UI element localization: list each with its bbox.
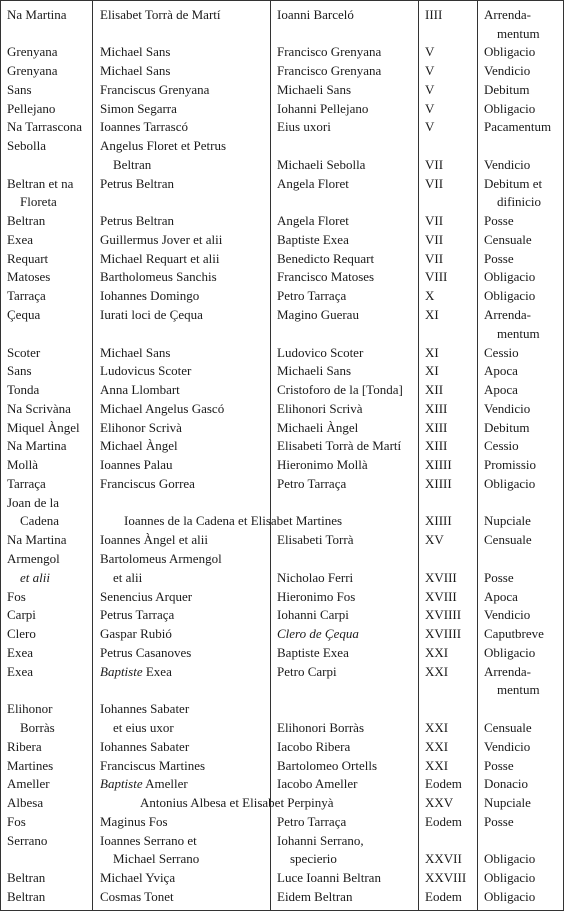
family-name-cell: Matoses <box>7 269 51 284</box>
recipient-cell: Iacobo Ribera <box>277 739 351 754</box>
folio-cell: XVIII <box>425 570 457 585</box>
act-type-cell: Vendicio <box>484 739 531 754</box>
folio-cell: XIII <box>425 438 448 453</box>
folio-cell: X <box>425 288 435 303</box>
column-rule <box>477 0 478 911</box>
recipient-cell: Hieronimo Mollà <box>277 457 368 472</box>
grantor-cell: Anna Llombart <box>100 382 180 397</box>
folio-cell: XIIII <box>425 457 452 472</box>
grantor-cell: Elisabet Torrà de Martí <box>100 7 221 22</box>
grantor-cell: Petrus Beltran <box>100 176 175 191</box>
grantor-cell: Angelus Floret et Petrus <box>100 138 227 153</box>
recipient-cell: Magino Guerau <box>277 307 359 322</box>
act-type-cell: Obligacio <box>484 288 536 303</box>
folio-cell: XXVII <box>425 851 462 866</box>
folio-cell: XXI <box>425 758 449 773</box>
act-type-cell: Posse <box>484 570 514 585</box>
recipient-cell: Baptiste Exea <box>277 645 349 660</box>
grantor-cell: Ioannes Serrano et <box>100 833 197 848</box>
family-name-cell: Fos <box>7 589 26 604</box>
grantor-cell: Michael Àngel <box>100 438 178 453</box>
act-type-cell: Debitum et <box>484 176 543 191</box>
recipient-cell: Eidem Beltran <box>277 889 353 904</box>
folio-cell: XI <box>425 345 439 360</box>
grantor-cell: Franciscus Gorrea <box>100 476 195 491</box>
act-type-cell: Posse <box>484 814 514 829</box>
folio-cell: VII <box>425 251 444 266</box>
act-type-cell: Debitum <box>484 82 530 97</box>
grantor-italic-part: Baptiste <box>100 664 143 679</box>
act-type-cell: Promissio <box>484 457 537 472</box>
act-type-cell: difinicio <box>497 194 542 209</box>
act-type-cell: Apoca <box>484 382 518 397</box>
folio-cell: V <box>425 82 435 97</box>
family-name-cell: Na Martina <box>7 7 67 22</box>
recipient-cell: Angela Floret <box>277 176 349 191</box>
act-type-cell: Cessio <box>484 438 519 453</box>
grantor-cell: Ioannes Tarrascó <box>100 119 189 134</box>
family-name-cell: Beltran <box>7 870 46 885</box>
grantor-cell <box>100 663 172 680</box>
folio-cell: V <box>425 119 435 134</box>
family-name-cell: Sans <box>7 363 32 378</box>
recipient-cell: Michaeli Sebolla <box>277 157 366 172</box>
recipient-cell: Petro Tarraça <box>277 288 347 303</box>
folio-cell: XI <box>425 363 439 378</box>
family-name-cell: Exea <box>7 664 33 679</box>
grantor-rest-part: Exea <box>142 664 172 679</box>
grantor-cell <box>100 775 188 792</box>
recipient-cell: Hieronimo Fos <box>277 589 356 604</box>
family-name-cell: Martines <box>7 758 54 773</box>
act-type-cell: Apoca <box>484 363 518 378</box>
recipient-cell: Bartolomeo Ortells <box>277 758 378 773</box>
act-type-cell: Caputbreve <box>484 626 544 641</box>
act-type-cell: Donacio <box>484 776 529 791</box>
family-name-cell: Sebolla <box>7 138 46 153</box>
recipient-cell: Elisabeti Torrà de Martí <box>277 438 402 453</box>
grantor-cell: Michael Sans <box>100 345 171 360</box>
family-name-cell: Clero <box>7 626 36 641</box>
folio-cell: Eodem <box>425 889 462 904</box>
act-type-cell: Arrenda- <box>484 7 531 22</box>
recipient-cell: Cristoforo de la [Tonda] <box>277 382 403 397</box>
family-name-cell: Tarraça <box>7 476 46 491</box>
recipient-cell: Baptiste Exea <box>277 232 349 247</box>
act-type-cell: Arrenda- <box>484 664 531 679</box>
folio-cell: XII <box>425 382 444 397</box>
recipient-cell: Michaeli Sans <box>277 363 352 378</box>
folio-cell: XIIII <box>425 476 452 491</box>
family-name-cell: Grenyana <box>7 63 58 78</box>
grantor-cell: Michael Sans <box>100 44 171 59</box>
folio-cell: VII <box>425 157 444 172</box>
recipient-cell: Iohanni Carpi <box>277 607 349 622</box>
family-name-cell: Sans <box>7 82 32 97</box>
family-name-cell: Scoter <box>7 345 41 360</box>
family-name-cell: Exea <box>7 645 33 660</box>
recipient-cell: Nicholao Ferri <box>277 570 354 585</box>
act-type-cell: Obligacio <box>484 851 536 866</box>
recipient-cell: Benedicto Requart <box>277 251 375 266</box>
act-type-cell: mentum <box>497 26 540 41</box>
act-type-cell: Obligacio <box>484 476 536 491</box>
folio-cell: VII <box>425 176 444 191</box>
folio-cell: IIII <box>425 7 443 22</box>
folio-cell: XXV <box>425 795 454 810</box>
grantor-cell: Franciscus Martines <box>100 758 206 773</box>
folio-cell: XXI <box>425 645 449 660</box>
recipient-cell: Elihonori Borràs <box>277 720 365 735</box>
folio-cell: V <box>425 63 435 78</box>
recipient-cell: Ludovico Scoter <box>277 345 364 360</box>
family-name-cell: Na Martina <box>7 438 67 453</box>
family-name-cell: Beltran <box>7 213 46 228</box>
family-name-cell: Elihonor <box>7 701 53 716</box>
grantor-cell: Petrus Casanoves <box>100 645 192 660</box>
family-name-cell: et alii <box>20 570 50 585</box>
folio-cell: XXI <box>425 739 449 754</box>
recipient-cell: Petro Tarraça <box>277 814 347 829</box>
act-type-cell: Censuale <box>484 532 532 547</box>
act-type-cell: Obligacio <box>484 101 536 116</box>
grantor-cell: Guillermus Jover et alii <box>100 232 223 247</box>
family-name-cell: Na Martina <box>7 532 67 547</box>
grantor-cell: Simon Segarra <box>100 101 177 116</box>
family-name-cell: Pellejano <box>7 101 56 116</box>
act-type-cell: Debitum <box>484 420 530 435</box>
family-name-cell: Fos <box>7 814 26 829</box>
folio-cell: VII <box>425 232 444 247</box>
family-name-cell: Exea <box>7 232 33 247</box>
grantor-cell: Maginus Fos <box>100 814 168 829</box>
recipient-cell: Francisco Matoses <box>277 269 375 284</box>
act-type-cell: Censuale <box>484 720 532 735</box>
folio-cell: XIII <box>425 401 448 416</box>
folio-cell: XIIII <box>425 513 452 528</box>
act-type-cell: Posse <box>484 251 514 266</box>
grantor-cell: Iohannes Sabater <box>100 739 190 754</box>
folio-cell: VII <box>425 213 444 228</box>
grantor-cell: Beltran <box>113 157 152 172</box>
grantor-cell: Iohannes Sabater <box>100 701 190 716</box>
grantor-italic-part: Baptiste <box>100 776 143 791</box>
recipient-cell: Iohanni Serrano, <box>277 833 364 848</box>
folio-cell: XIII <box>425 420 448 435</box>
folio-cell: XV <box>425 532 444 547</box>
grantor-cell: Cosmas Tonet <box>100 889 174 904</box>
recipient-cell: Petro Carpi <box>277 664 337 679</box>
grantor-cell: Senencius Arquer <box>100 589 193 604</box>
grantor-cell: Bartolomeus Armengol <box>100 551 222 566</box>
family-name-cell: Borràs <box>20 720 55 735</box>
folio-cell: XXVIII <box>425 870 467 885</box>
recipient-cell: Elisabeti Torrà <box>277 532 354 547</box>
grantor-cell: Iohannes Domingo <box>100 288 200 303</box>
act-type-cell: Obligacio <box>484 870 536 885</box>
family-name-cell: Ribera <box>7 739 42 754</box>
family-name-cell: Joan de la <box>7 495 59 510</box>
family-name-cell: Çequa <box>7 307 41 322</box>
family-name-cell: Miquel Àngel <box>7 420 80 435</box>
grantor-cell: Franciscus Grenyana <box>100 82 210 97</box>
act-type-cell: Pacamentum <box>484 119 552 134</box>
folio-cell: XXI <box>425 720 449 735</box>
folio-cell: Eodem <box>425 814 462 829</box>
recipient-cell: Luce Ioanni Beltran <box>277 870 381 885</box>
family-name-cell: Serrano <box>7 833 48 848</box>
folio-cell: VIII <box>425 269 448 284</box>
act-type-cell: mentum <box>497 326 540 341</box>
act-type-cell: Posse <box>484 758 514 773</box>
grantor-cell: Michael Angelus Gascó <box>100 401 225 416</box>
folio-cell: V <box>425 101 435 116</box>
parties-cell: Antonius Albesa et Elisabet Perpinyà <box>140 795 334 810</box>
family-name-cell: Na Scrivàna <box>7 401 71 416</box>
recipient-cell: Elihonori Scrivà <box>277 401 363 416</box>
grantor-cell: Petrus Beltran <box>100 213 175 228</box>
act-type-cell: Vendicio <box>484 63 531 78</box>
grantor-cell: Michael Requart et alii <box>100 251 220 266</box>
recipient-cell: specierio <box>290 851 337 866</box>
act-type-cell: Apoca <box>484 589 518 604</box>
act-type-cell: Nupciale <box>484 795 531 810</box>
recipient-cell: Iacobo Ameller <box>277 776 358 791</box>
family-name-cell: Tonda <box>7 382 40 397</box>
grantor-cell: Iurati loci de Çequa <box>100 307 203 322</box>
recipient-cell: Michaeli Sans <box>277 82 352 97</box>
grantor-rest-part: Ameller <box>142 776 188 791</box>
family-name-cell: Mollà <box>7 457 39 472</box>
grantor-cell: Gaspar Rubió <box>100 626 172 641</box>
family-name-cell: Tarraça <box>7 288 46 303</box>
grantor-cell: Ludovicus Scoter <box>100 363 192 378</box>
act-type-cell: Cessio <box>484 345 519 360</box>
grantor-cell: Michael Yviça <box>100 870 176 885</box>
grantor-cell: Bartholomeus Sanchis <box>100 269 217 284</box>
recipient-cell: Iohanni Pellejano <box>277 101 369 116</box>
act-type-cell: Arrenda- <box>484 307 531 322</box>
column-rule <box>0 0 1 911</box>
recipient-cell: Angela Floret <box>277 213 349 228</box>
family-name-cell: Cadena <box>20 513 59 528</box>
act-type-cell: Vendicio <box>484 157 531 172</box>
grantor-cell: et alii <box>113 570 143 585</box>
folio-cell: Eodem <box>425 776 462 791</box>
recipient-cell: Francisco Grenyana <box>277 44 382 59</box>
act-type-cell: Censuale <box>484 232 532 247</box>
family-name-cell: Armengol <box>7 551 60 566</box>
family-name-cell: Beltran et na <box>7 176 74 191</box>
column-rule <box>270 0 271 911</box>
column-rule <box>92 0 93 911</box>
folio-cell: XXI <box>425 664 449 679</box>
act-type-cell: Obligacio <box>484 44 536 59</box>
act-type-cell: Vendicio <box>484 607 531 622</box>
grantor-cell: Ioannes Palau <box>100 457 173 472</box>
grantor-cell: et eius uxor <box>113 720 174 735</box>
recipient-cell: Michaeli Àngel <box>277 420 359 435</box>
parties-cell: Ioannes de la Cadena et Elisabet Martines <box>124 513 343 528</box>
recipient-cell: Ioanni Barceló <box>277 7 354 22</box>
act-type-cell: mentum <box>497 682 540 697</box>
folio-cell: XI <box>425 307 439 322</box>
top-rule <box>0 0 564 1</box>
grantor-cell: Ioannes Àngel et alii <box>100 532 208 547</box>
family-name-cell: Requart <box>7 251 49 266</box>
folio-cell: XVIII <box>425 589 457 604</box>
act-type-cell: Obligacio <box>484 889 536 904</box>
grantor-cell: Elihonor Scrivà <box>100 420 182 435</box>
family-name-cell: Ameller <box>7 776 50 791</box>
grantor-cell: Petrus Tarraça <box>100 607 175 622</box>
column-rule <box>418 0 419 911</box>
recipient-cell: Petro Tarraça <box>277 476 347 491</box>
act-type-cell: Nupciale <box>484 513 531 528</box>
folio-cell: XVIIII <box>425 626 462 641</box>
act-type-cell: Posse <box>484 213 514 228</box>
family-name-cell: Carpi <box>7 607 36 622</box>
family-name-cell: Grenyana <box>7 44 58 59</box>
act-type-cell: Obligacio <box>484 645 536 660</box>
act-type-cell: Obligacio <box>484 269 536 284</box>
recipient-cell: Francisco Grenyana <box>277 63 382 78</box>
folio-cell: XVIIII <box>425 607 462 622</box>
family-name-cell: Floreta <box>20 194 57 209</box>
recipient-cell: Clero de Çequa <box>277 626 359 641</box>
recipient-cell: Eius uxori <box>277 119 331 134</box>
grantor-cell: Michael Sans <box>100 63 171 78</box>
family-name-cell: Beltran <box>7 889 46 904</box>
family-name-cell: Na Tarrascona <box>7 119 83 134</box>
act-type-cell: Vendicio <box>484 401 531 416</box>
family-name-cell: Albesa <box>7 795 44 810</box>
grantor-cell: Michael Serrano <box>113 851 200 866</box>
folio-cell: V <box>425 44 435 59</box>
